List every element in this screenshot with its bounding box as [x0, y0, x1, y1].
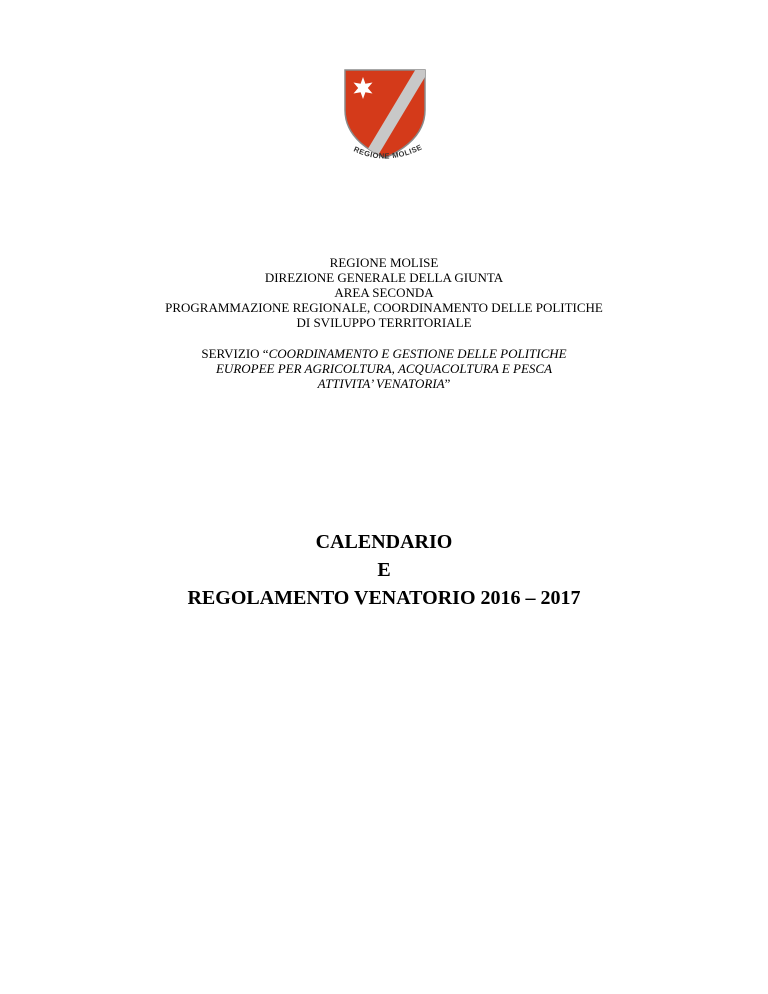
service-prefix: SERVIZIO “ — [201, 346, 269, 361]
service-line-1 — [0, 346, 768, 361]
header-line-sviluppo: DI SVILUPPO TERRITORIALE — [296, 315, 472, 330]
header-line-direzione: DIREZIONE GENERALE DELLA GIUNTA — [264, 270, 504, 285]
header-block — [0, 255, 768, 330]
document-title — [0, 528, 768, 612]
header-line-region: REGIONE MOLISE — [329, 255, 439, 270]
title-line-regolamento: REGOLAMENTO VENATORIO 2016 – 2017 — [187, 587, 581, 609]
header-line-programmazione: PROGRAMMAZIONE REGIONALE, COORDINAMENTO DELLE POLITICHE — [165, 300, 603, 315]
service-suffix: ” — [444, 376, 451, 391]
logo-caption: REGIONE MOLISE — [352, 142, 424, 161]
service-name-line-1: COORDINAMENTO E GESTIONE DELLE POLITICHE — [268, 346, 567, 361]
service-block — [0, 346, 768, 391]
regione-molise-logo — [330, 62, 440, 174]
service-line-3 — [0, 376, 768, 391]
header-line-area: AREA SECONDA — [334, 285, 434, 300]
title-line-e: E — [377, 559, 391, 581]
title-line-calendario: CALENDARIO — [315, 531, 453, 553]
service-name-line-2: EUROPEE PER AGRICOLTURA, ACQUACOLTURA E PESCA — [215, 361, 553, 376]
service-name-line-3: ATTIVITA’ VENATORIA — [317, 376, 445, 391]
